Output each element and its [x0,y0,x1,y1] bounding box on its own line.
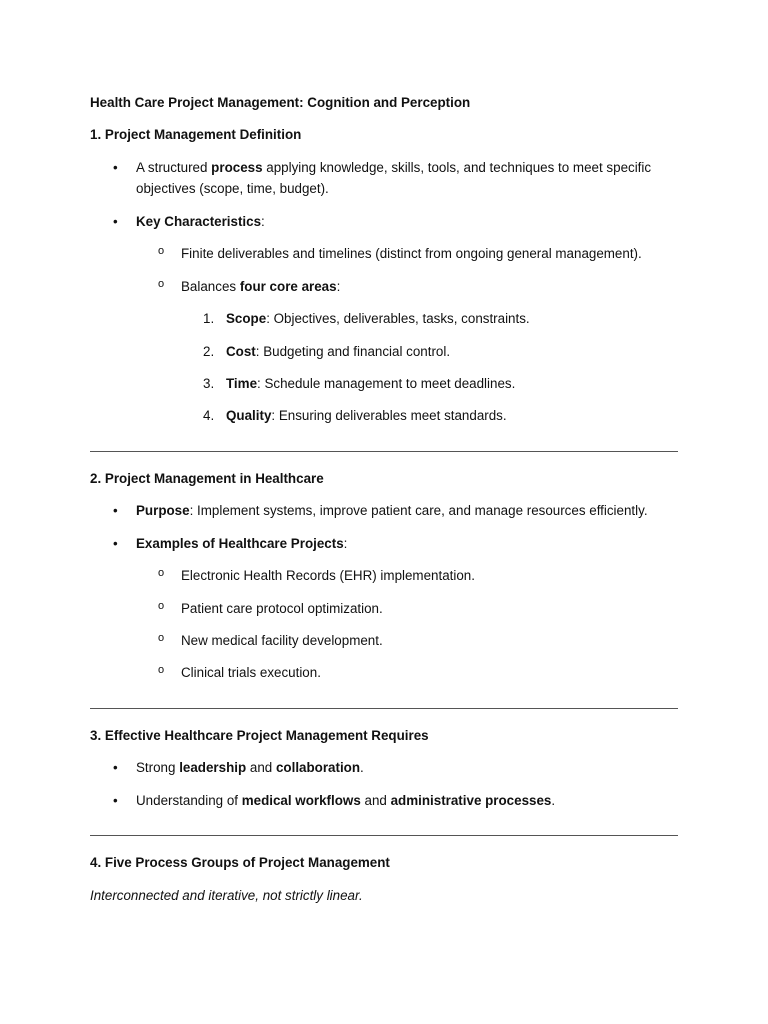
text: : [343,535,348,551]
circle-bullet-icon: o [158,567,165,580]
section-effective-healthcare-pm [90,725,678,811]
text: : Schedule management to meet deadlines. [257,375,516,391]
circle-bullet-icon: o [158,245,165,258]
bold-text: process [211,159,263,175]
text: New medical facility development. [181,633,383,648]
bold-text: Quality [226,408,272,424]
section-project-management-definition [90,124,678,426]
section-heading: 3. Effective Healthcare Project Management Requires [90,727,429,743]
text: Clinical trials execution. [181,665,321,681]
bullet-icon: • [113,503,118,519]
list-item [90,533,678,684]
text: : Objectives, deliverables, tasks, constraints. [266,311,530,327]
text: Understanding of [136,792,242,808]
sub-bullet-list [136,565,678,684]
text: . [551,792,556,808]
bullet-list [90,500,678,684]
bullet-icon: • [113,535,118,551]
sub-list-item [136,243,678,264]
text: and [360,792,391,808]
list-item [90,500,678,521]
text: . [360,760,364,776]
section-project-management-in-healthcare [90,468,678,684]
bold-text: leadership [179,760,247,776]
sub-bullet-list [136,243,678,427]
item-number: 4. [203,408,215,424]
bold-text: Cost [226,343,256,359]
document-title: Health Care Project Management: Cognition and Perception [90,95,471,110]
section-note: Interconnected and iterative, not strictly linear. [90,887,363,903]
sub-list-item [136,630,678,651]
bold-text: medical workflows [241,792,361,808]
numbered-item [181,405,678,426]
text: : [336,278,341,294]
text: Patient care protocol optimization. [181,600,383,616]
section-heading: 2. Project Management in Healthcare [90,470,324,486]
text: and [246,760,276,776]
bullet-icon: • [113,760,118,776]
bold-text: Time [226,375,258,391]
section-five-process-groups [90,852,678,906]
list-item [90,157,678,200]
section-heading: 4. Five Process Groups of Project Management [90,855,390,871]
circle-bullet-icon: o [158,664,165,677]
item-number: 3. [203,375,215,391]
bold-text: Examples of Healthcare Projects [136,535,344,551]
numbered-item [181,341,678,362]
horizontal-divider [90,708,678,709]
bold-text: four core areas [239,278,337,294]
bullet-list [90,757,678,811]
bold-text: administrative processes [390,792,552,808]
bullet-icon: • [113,792,118,808]
sub-list-item [136,662,678,683]
bullet-list [90,157,678,427]
text: Balances [181,278,240,294]
text: A structured [136,159,212,175]
text: Strong [136,760,180,776]
sub-list-item [136,276,678,427]
sub-list-item [136,598,678,619]
circle-bullet-icon: o [158,599,165,612]
text: Finite deliverables and timelines (distinct from ongoing general management). [181,246,642,262]
text: applying knowledge, skills, tools, and techniques to meet specific objectives (scope, time, budget). [136,159,652,197]
horizontal-divider [90,835,678,836]
bullet-icon: • [113,213,118,229]
text: : Budgeting and financial control. [255,343,451,359]
document-body [90,92,678,906]
text: Electronic Health Records (EHR) implementation. [181,568,475,584]
item-number: 1. [203,311,215,327]
list-item [90,790,678,811]
list-item [90,211,678,427]
bold-text: Scope [226,311,267,327]
numbered-list [181,308,678,427]
list-item [90,757,678,778]
text: : [261,213,265,229]
text: : Ensuring deliverables meet standards. [271,408,507,424]
item-number: 2. [203,343,215,359]
horizontal-divider [90,451,678,452]
numbered-item [181,373,678,394]
bold-text: Purpose [136,503,190,519]
circle-bullet-icon: o [158,632,165,644]
sub-list-item [136,565,678,586]
section-heading: 1. Project Management Definition [90,127,302,143]
bold-text: collaboration [275,760,361,776]
circle-bullet-icon: o [158,277,165,290]
bullet-icon: • [113,159,118,175]
numbered-item [181,308,678,329]
text: : Implement systems, improve patient care, and manage resources efficiently. [189,503,648,519]
bold-text: Key Characteristics [136,213,262,229]
